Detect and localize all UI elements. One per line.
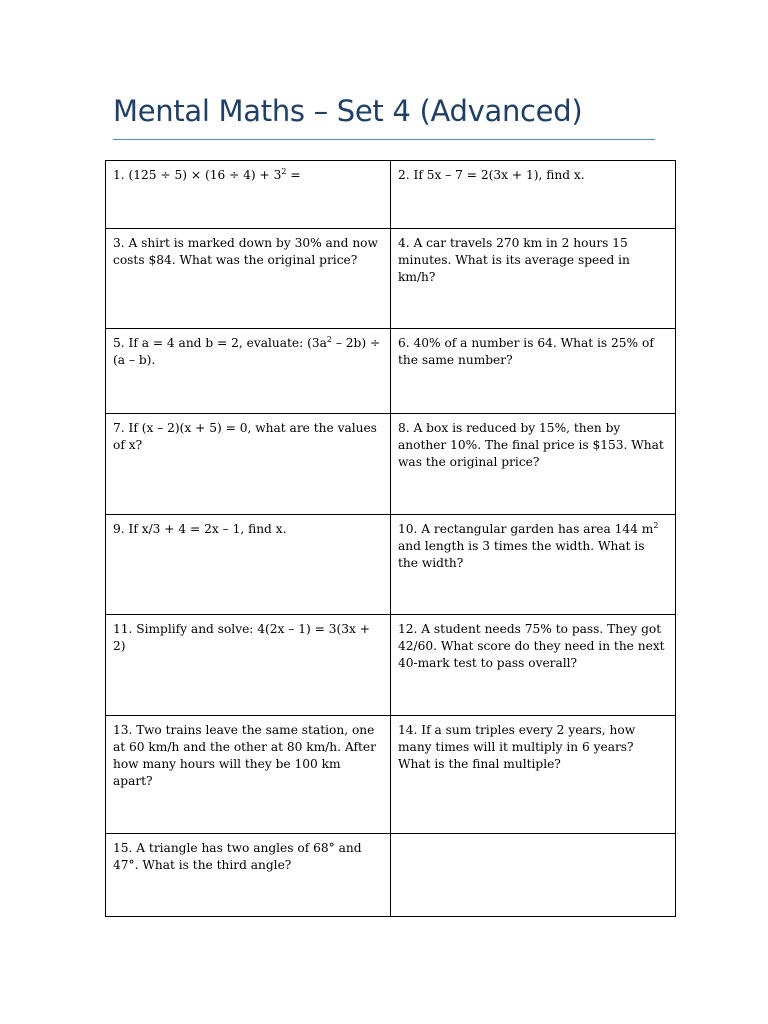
table-row (106, 414, 676, 515)
table-row (106, 515, 676, 615)
question-cell-3: 3. A shirt is marked down by 30% and now costs $84. What was the original price? (106, 229, 391, 329)
question-cell-6: 6. 40% of a number is 64. What is 25% of the same number? (391, 329, 676, 414)
question-cell-5: 5. If a = 4 and b = 2, evaluate: $(3a^2 - 2b) \div (a - b)$. (106, 329, 391, 414)
table-row (106, 329, 676, 414)
question-cell-empty (391, 834, 676, 917)
question-cell-2: 2. If 5x – 7 = 2(3x + 1), find x. (391, 161, 676, 229)
table-row (106, 161, 676, 229)
question-cell-4: 4. A car travels 270 km in 2 hours 15 minutes. What is its average speed in km/h? (391, 229, 676, 329)
question-cell-15: 15. A triangle has two angles of 68° and 47°. What is the third angle? (106, 834, 391, 917)
questions-table (105, 160, 676, 917)
question-cell-11: 11. Simplify and solve: 4(2x – 1) = 3(3x + 2) (106, 615, 391, 716)
table-row (106, 834, 676, 917)
question-cell-10: 10. A rectangular garden has area 144 $m^2$ and length is 3 times the width. What is the width? (391, 515, 676, 615)
title-underline (113, 139, 655, 140)
question-cell-8: 8. A box is reduced by 15%, then by another 10%. The final price is $153. What was the original price? (391, 414, 676, 515)
question-cell-7: 7. If (x – 2)(x + 5) = 0, what are the values of x? (106, 414, 391, 515)
question-cell-12: 12. A student needs 75% to pass. They got 42/60. What score do they need in the next 40-mark test to pass overall? (391, 615, 676, 716)
table-row (106, 716, 676, 834)
question-cell-13: 13. Two trains leave the same station, one at 60 km/h and the other at 80 km/h. After how many hours will they be 100 km apart? (106, 716, 391, 834)
question-cell-1: 1. $(125 \div 5) \times (16 \div 4) + 3^2$ = (106, 161, 391, 229)
table-row (106, 229, 676, 329)
table-row (106, 615, 676, 716)
question-cell-9: 9. If x/3 + 4 = 2x – 1, find x. (106, 515, 391, 615)
question-cell-14: 14. If a sum triples every 2 years, how many times will it multiply in 6 years? What is the final multiple? (391, 716, 676, 834)
page-title: Mental Maths – Set 4 (Advanced) (113, 94, 583, 128)
